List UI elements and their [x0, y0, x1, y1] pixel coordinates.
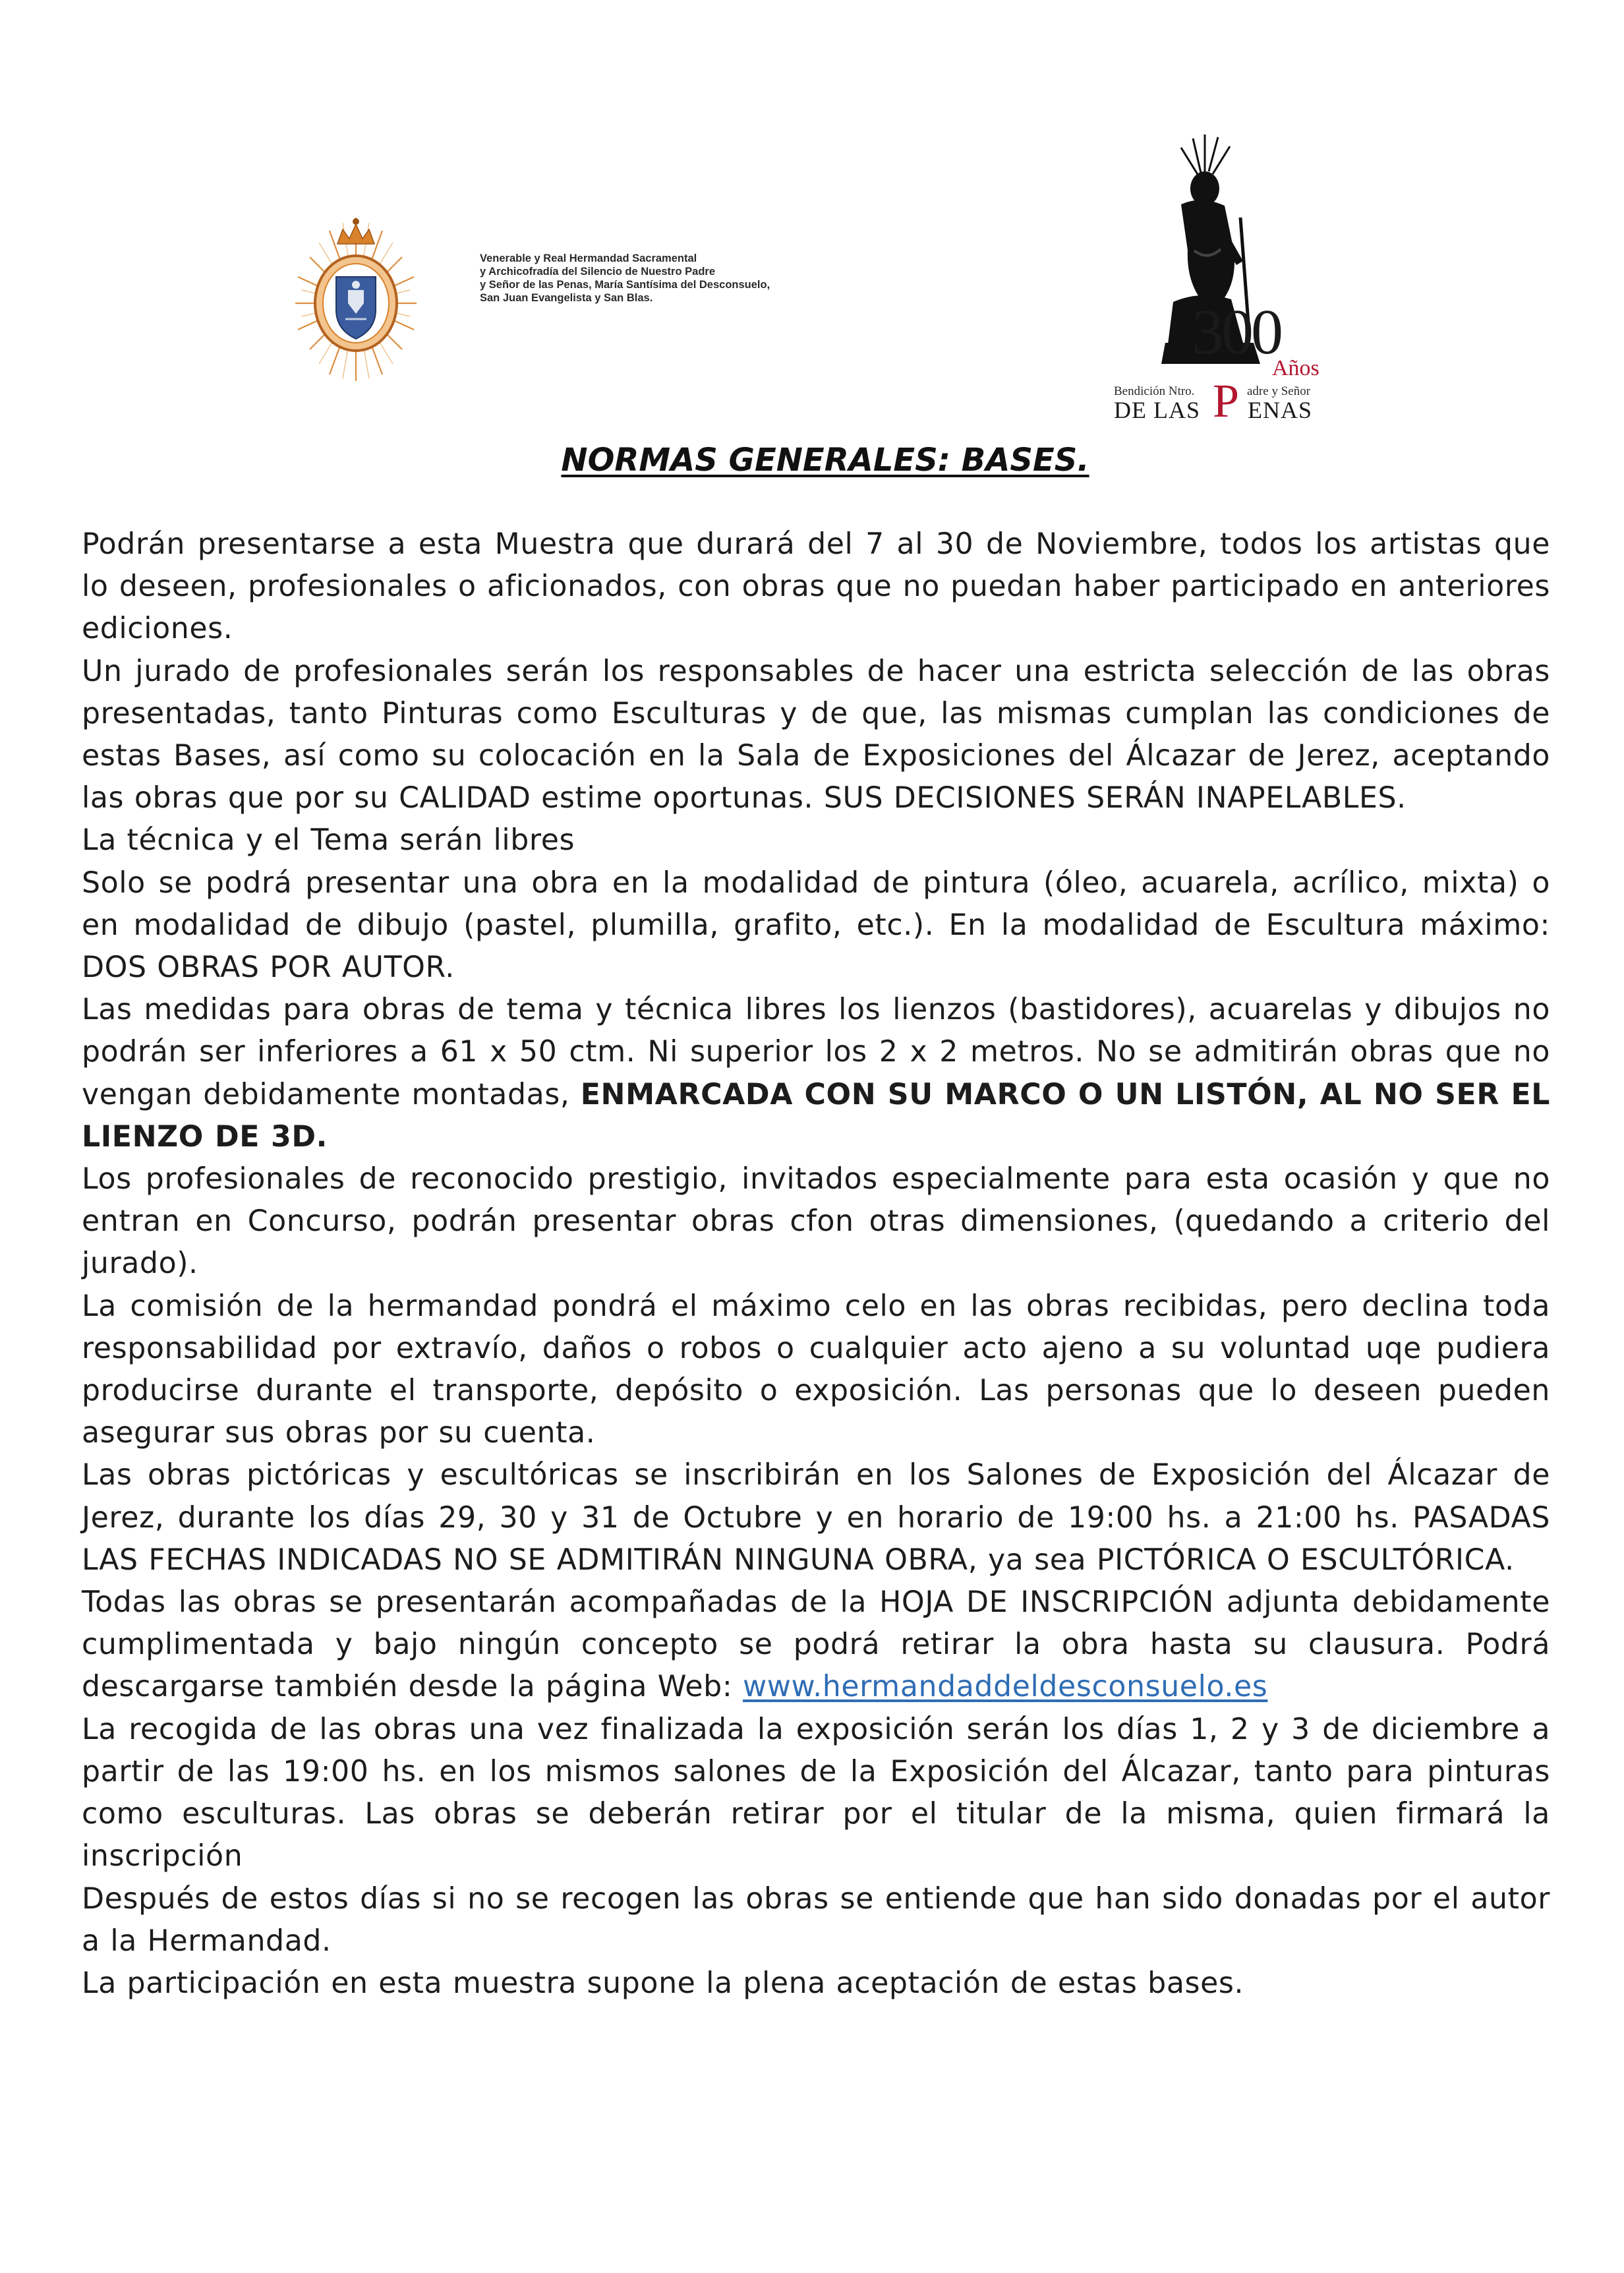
anniversary-line1-right: adre y Señor [1247, 384, 1311, 398]
paragraph-technique: La técnica y el Tema serán libres [82, 823, 575, 858]
crest-emblem-icon [290, 204, 422, 382]
registration-form-text: Todas las obras se presentarán acompañadas de la HOJA DE INSCRIPCIÓN adjunta debidamente cumplimentada y bajo ningún concepto se podrá retirar la obra hasta su clausura. Podrá descargarse también desde la página Web: [82, 1585, 1550, 1704]
anniversary-number: 300 [1192, 297, 1281, 368]
anniversary-line2-right: ENAS [1248, 397, 1313, 423]
anniversary-big-letter: P [1213, 374, 1240, 427]
paragraph-jury: Un jurado de profesionales serán los responsables de hacer una estricta selección de las obras presentadas, tanto Pinturas como Esculturas y de que, las mismas cumplan las condiciones de estas Bases, así como su colocación en la Sala de Exposiciones del Álcazar de Jerez, aceptando las obras que por su CALIDAD estime oportunas. SUS DECISIONES SERÁN INAPELABLES. [82, 654, 1550, 815]
page-title: NORMAS GENERALES: BASES. [561, 442, 1089, 479]
paragraph-collection: La recogida de las obras una vez finalizada la exposición serán los días 1, 2 y 3 de diciembre a partir de las 19:00 hs. en los mismos salones de la Exposición del Álcazar, tanto para pinturas como esculturas. Las obras se deberán retirar por el titular de la misma, quien firmará la inscripción [82, 1712, 1550, 1874]
paragraph-registration-form [82, 1581, 1550, 1709]
anniversary-line1-left: Bendición Ntro. [1114, 384, 1195, 398]
paragraph-donation: Después de estos días si no se recogen las obras se entiende que han sido donadas por el autor a la Hermandad. [82, 1881, 1550, 1958]
anniversary-years: Años [1272, 356, 1320, 380]
rules-body [82, 523, 1550, 2005]
dimensions-text: Las medidas para obras de tema y técnica libres los lienzos (bastidores), acuarelas y dibujos no podrán ser inferiores a 61 x 50 ctm. Ni superior los 2 x 2 metros. No se admitirán obras que no vengan debidamente montadas, [82, 993, 1550, 1111]
paragraph-modalities: Solo se podrá presentar una obra en la modalidad de pintura (óleo, acuarela, acrílico, mixta) o en modalidad de dibujo (pastel, plumilla, grafito, etc.). En la modalidad de Escultura máximo: DOS OBRAS POR AUTOR. [82, 866, 1550, 985]
paragraph-responsibility: La comisión de la hermandad pondrá el máximo celo en las obras recibidas, pero declina toda responsabilidad por extravío, daños o robos o cualquier acto ajeno a su voluntad uqe pudiera producirse durante el transporte, depósito o exposición. Las personas que lo deseen pueden asegurar sus obras por su cuenta. [82, 1289, 1550, 1450]
paragraph-acceptance: La participación en esta muestra supone la plena aceptación de estas bases. [82, 1966, 1244, 2000]
paragraph-invited-professionals: Los profesionales de reconocido prestigio, invitados especialmente para esta ocasión y que no entran en Concurso, podrán presentar obras cfon otras dimensiones, (quedando a criterio del jurado). [82, 1162, 1550, 1281]
paragraph-registration: Las obras pictóricas y escultóricas se inscribirán en los Salones de Exposición del Álcazar de Jerez, durante los días 29, 30 y 31 de Octubre y en horario de 19:00 hs. a 21:00 hs. PASADAS LAS FECHAS INDICADAS NO SE ADMITIRÁN NINGUNA OBRA, ya sea PICTÓRICA O ESCULTÓRICA. [82, 1458, 1550, 1577]
anniversary-line2-left: DE LAS [1114, 397, 1200, 423]
paragraph-eligibility: Podrán presentarse a esta Muestra que durará del 7 al 30 de Noviembre, todos los artistas que lo deseen, profesionales o aficionados, con obras que no puedan haber participado en anteriores ediciones. [82, 527, 1550, 646]
brotherhood-name: Venerable y Real Hermandad Sacramental y Archicofradía del Silencio de Nuestro Padre y Señor de las Penas, María Santísima del Desconsuelo, San Juan Evangelista y San Blas. [480, 252, 770, 304]
website-link[interactable]: www.hermandaddeldesconsuelo.es [742, 1670, 1268, 1704]
paragraph-dimensions [82, 989, 1550, 1158]
framing-requirement: ENMARCADA CON SU MARCO O UN LISTÓN, AL NO SER EL LIENZO DE 3D. [82, 1077, 1550, 1154]
